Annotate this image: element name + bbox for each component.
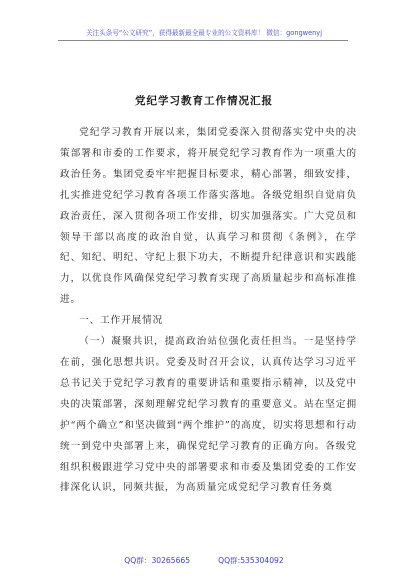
- header-divider: [58, 40, 348, 41]
- footer-qq-group-1: QQ群：30265665: [124, 556, 191, 565]
- section-heading: 一、工作开展情况: [79, 315, 164, 327]
- header-note: 关注头条号“公文研究”，获得最新最全最专业的公文资料库！ 微信：gongwenyj: [85, 29, 323, 37]
- document-body: [60, 123, 357, 499]
- paragraph-intro: 党纪学习教育开展以来，集团党委深入贯彻落实党中央的决策部署和市委的工作要求，将开展党纪学习教育作为一项重大的政治任务。集团党委牢牢把握目标要求，精心部署，细致安排，扎实推进党纪学习教育各项工作落实落地。各级党组织自觉肩负政治责任，深入贯彻各项工作安排，切实加强落实。广大党员和领导干部以高度的政治自觉，认真学习和贯彻《条例》，在学纪、知纪、明纪、守纪上狠下功夫，不断提升纪律意识和实践能力，以优良作风确保党纪学习教育实现了高质量起步和高标准推进。: [60, 127, 357, 306]
- footer-note: [0, 555, 408, 566]
- document-title: 党纪学习教育工作情况汇报: [135, 95, 273, 107]
- paragraph-section-1: （一）凝聚共识，提高政治站位强化责任担当。一是坚持学在前，强化思想共识。党委及时召开会议，认真传达学习习近平总书记关于党纪学习教育的重要讲话和重要指示精神，以及党中央的决策部署，深刻理解党纪学习教育的重要意义。站在坚定拥护“两个确立”和坚决做到“两个维护”的高度，切实将思想和行动统一到党中央部署上来，确保党纪学习教育的正确方向。各级党组织积极跟进学习党中央的部署要求和市委及集团党委的工作安排深化认识，同频共振，为高质量完成党纪学习教育任务奠: [60, 336, 357, 494]
- footer-qq-group-2: QQ群:535304092: [218, 556, 284, 565]
